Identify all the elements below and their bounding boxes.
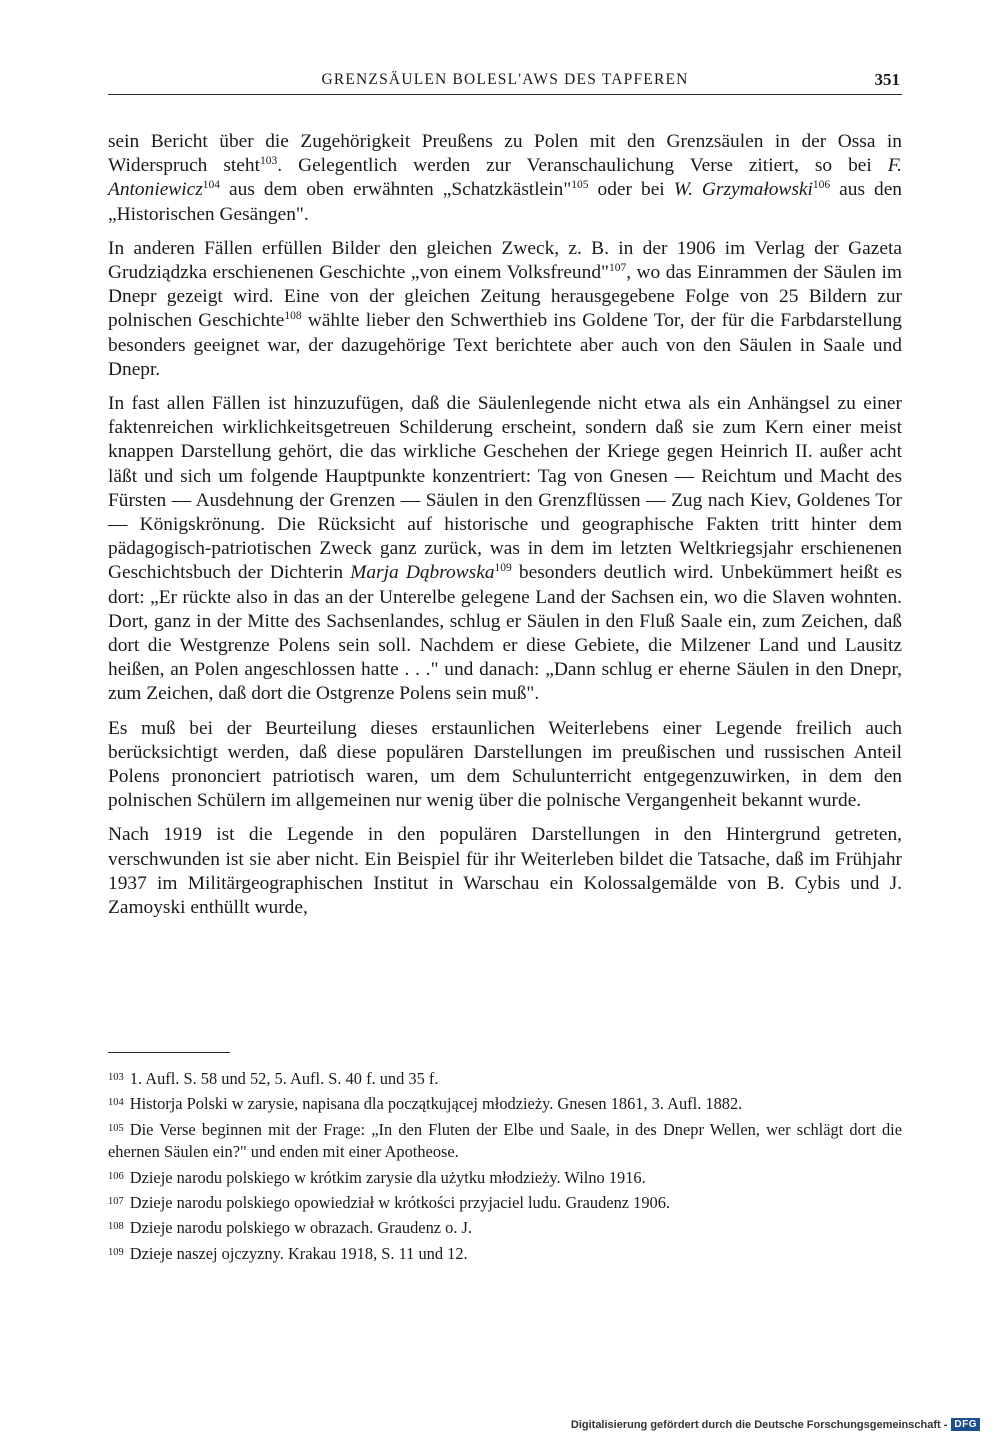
footnote-reference: 107	[608, 262, 627, 275]
text-run: sein Bericht über die Zugehörigkeit Preußens zu Polen mit den Grenzsäulen in der Ossa in Widerspruch steht	[108, 131, 902, 177]
footnote-text: Die Verse beginnen mit der Frage: „In den Fluten der Elbe und Saale, in des Dnepr Wellen, wer schlägt dort die ehernen Säulen ein?" und enden mit einer Apotheose.	[108, 1119, 902, 1162]
footnote	[108, 1067, 902, 1090]
text-run: aus dem oben erwähnten „Schatzkästlein"	[220, 179, 572, 201]
body-paragraph	[108, 237, 902, 382]
text-run: wählte lieber den Schwerthieb ins Goldene Tor, der für die Farbdarstellung besonders geeignet war, der dazugehörige Text berichtete aber auch von den Säulen in Saale und Dnepr.	[108, 310, 903, 380]
page-number: 351	[874, 70, 900, 89]
banner-text: Digitalisierung gefördert durch die Deutsche Forschungsgemeinschaft -	[570, 1418, 948, 1431]
text-run: In anderen Fällen erfüllen Bilder den gleichen Zweck, z. B. in der 1906 im Verlag der Gazeta Grudziądzka erschienenen Geschichte „von einem Volksfreund"	[108, 237, 902, 284]
footnote-text: 1. Aufl. S. 58 und 52, 5. Aufl. S. 40 f. und 35 f.	[129, 1069, 439, 1088]
footnote-number: 109	[108, 1246, 124, 1258]
author-name: W. Grzymałowski	[673, 179, 813, 201]
footnote-separator	[108, 1052, 230, 1053]
footnote-reference: 105	[571, 179, 589, 192]
footnote-number: 103	[108, 1072, 124, 1083]
footnote-text: Dzieje naszej ojczyzny. Krakau 1918, S. 11 und 12.	[129, 1243, 468, 1263]
footnote-number: 106	[108, 1170, 124, 1182]
footnote	[108, 1191, 902, 1214]
text-run: , wo das Einrammen der Säulen im Dnepr gezeigt wird. Eine von der gleichen Zeitung herausgegebene Folge von 25 Bildern zur polnischen Geschichte	[108, 262, 902, 332]
body-text	[108, 130, 902, 930]
footnote	[108, 1118, 902, 1164]
text-run: besonders deutlich wird. Unbekümmert heißt es dort: „Er rückte also in das an der Unterelbe gelegene Land der Sachsen ein, wo die Slaven wohnten. Dort, ganz in der Mitte des Sachsenlandes, schlug er Säulen in den Fluß Saale ein, zum Zeichen, daß dort die Westgrenze Polens sein soll. Nachdem er diese Gebiete, die Milzener Land und Lausitz heißen, an Polen angeschlossen hatte . . ." und danach: „Dann schlug er eherne Säulen in den Dnepr, zum Zeichen, daß dort die Ostgrenze Polens sein muß".	[108, 562, 902, 705]
footnote-number: 105	[108, 1122, 124, 1134]
text-run: Es muß bei der Beurteilung dieses erstaunlichen Weiterlebens einer Legende freilich auch berücksichtigt werden, daß diese populären Darstellungen im preußischen und russischen Anteil Polens prononciert patriotisch waren, um dem Schulunterricht entgegenzuwirken, in dem den polnischen Schülern im allgemeinen nur wenig über die polnische Vergangenheit bekannt wurde.	[108, 717, 902, 812]
dfg-logo-icon: DFG	[951, 1418, 980, 1431]
footnote-reference: 104	[202, 179, 221, 192]
body-paragraph	[108, 130, 902, 227]
footnote-reference: 106	[812, 179, 831, 192]
body-paragraph	[108, 717, 902, 814]
text-run: In fast allen Fällen ist hinzuzufügen, daß die Säulenlegende nicht etwa als ein Anhängsel zu einer faktenreichen wirklichkeitsgetreuen Schilderung erscheint, sondern daß sie zum Kern einer meist knappen Darstellung gehört, die das wirkliche Geschehen der Kriege gegen Heinrich II. außer acht läßt und sich um folgende Hauptpunkte konzentriert: Tag von Gnesen — Reichtum und Macht des Fürsten — Ausdehnung der Grenzen — Säulen in den Grenzflüssen — Zug nach Kiev, Goldenes Tor — Königskrönung. Die Rücksicht auf historische und geographische Fakten tritt hinter dem pädagogisch-patriotischen Zweck ganz zurück, was in dem im letzten Weltkriegsjahr erschienenen Geschichtsbuch der Dichterin	[108, 393, 902, 584]
footnote	[108, 1216, 902, 1239]
footnote	[108, 1092, 902, 1115]
digitization-banner	[571, 1418, 980, 1431]
footnote-reference: 103	[259, 155, 278, 168]
footnote-text: Historja Polski w zarysie, napisana dla początkującej młodzieży. Gnesen 1861, 3. Aufl. 1882.	[129, 1094, 743, 1114]
footnote-number: 107	[108, 1196, 124, 1208]
text-run: aus den „Historischen Gesängen".	[108, 179, 902, 225]
footnote-text: Dzieje narodu polskiego w obrazach. Graudenz o. J.	[129, 1218, 473, 1238]
body-paragraph	[108, 823, 902, 920]
body-paragraph	[108, 392, 902, 707]
footnote	[108, 1242, 902, 1265]
footnote-text: Dzieje narodu polskiego w krótkim zarysie dla użytku młodzieży. Wilno 1916.	[129, 1167, 646, 1187]
footnote-number: 108	[108, 1221, 124, 1233]
footnote-number: 104	[108, 1097, 124, 1109]
footnote-reference: 109	[494, 562, 512, 575]
footnote	[108, 1166, 902, 1189]
running-title: GRENZSÄULEN BOLESL'AWS DES TAPFEREN	[321, 71, 689, 88]
footnote-reference: 108	[284, 310, 302, 323]
text-run: Nach 1919 ist die Legende in den populären Darstellungen in den Hintergrund getreten, verschwunden ist sie aber nicht. Ein Beispiel für ihr Weiterleben bildet die Tatsache, daß im Frühjahr 1937 im Militärgeographischen Institut in Warschau ein Kolossalgemälde von B. Cybis und J. Zamoyski enthüllt wurde,	[108, 824, 902, 919]
text-run: oder bei	[588, 179, 674, 201]
author-name: F. Antoniewicz	[108, 155, 902, 201]
author-name: Marja Dąbrowska	[350, 562, 495, 584]
text-run: . Gelegentlich werden zur Veranschaulichung Verse zitiert, so bei	[277, 155, 888, 177]
footnote-text: Dzieje narodu polskiego opowiedział w krótkości przyjaciel ludu. Graudenz 1906.	[129, 1193, 671, 1213]
footnotes	[108, 1067, 902, 1267]
running-head	[108, 68, 902, 95]
